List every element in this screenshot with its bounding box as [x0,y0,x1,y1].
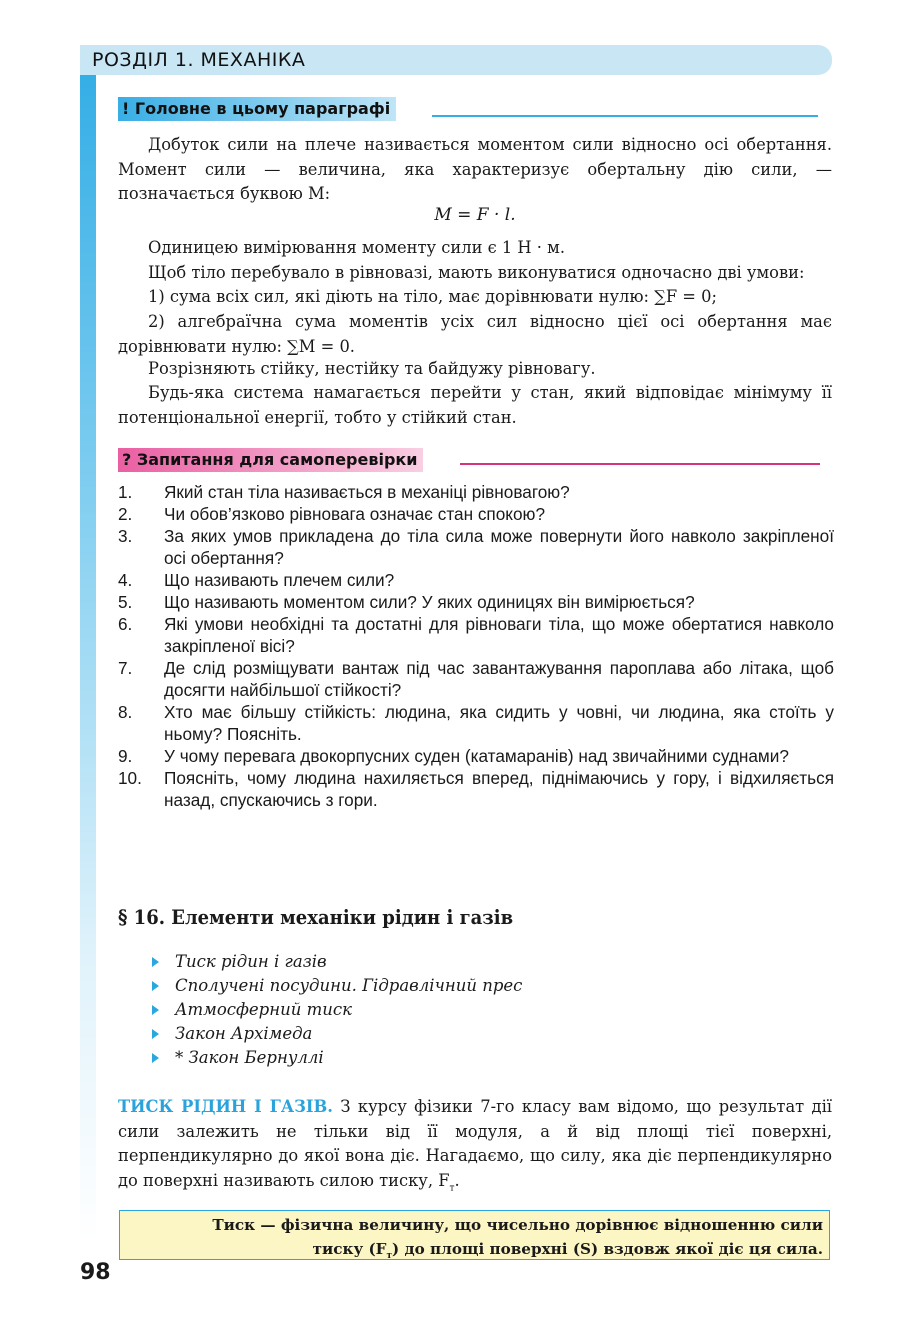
list-item [118,767,834,811]
summary-heading-rule [432,115,818,117]
triangle-bullet-icon [152,981,159,991]
question-text: Поясніть, чому людина нахиляється вперед, піднімаючись у гору, і відхиляється назад, спускаючись з гори. [164,768,834,810]
list-item [118,591,834,613]
question-text: Що називають плечем сили? [164,570,395,590]
question-number: 9. [118,746,133,766]
list-item [118,481,834,503]
list-item [118,701,834,745]
page-number: 98 [80,1260,111,1285]
equilibrium-types: Розрізняють стійку, нестійку та байдужу рівновагу. [148,359,596,378]
min-energy-paragraph: Будь-яка система намагається перейти у стан, який відповідає мінімуму її потенціональної енергії, тобто у стійкий стан. [118,383,832,427]
question-number: 5. [118,592,133,612]
question-number: 6. [118,614,133,634]
intro-text: З курсу фізики 7-го класу вам відомо, що результат дії сили залежить не тільки від її модуля, а й від площі тієї поверхні, перпендикулярно до якої вона діє. Нагадаємо, що силу, яка діє перпендикулярно до поверхні називають силою тиску, F [118,1097,832,1190]
question-text: Чи обов’язково рівновага означає стан спокою? [164,504,546,524]
list-item [118,525,834,569]
topic-label: * Закон Бернуллі [175,1048,324,1067]
question-text: Що називають моментом сили? У яких одиницях він вимірюється? [164,592,695,612]
list-item [118,613,834,657]
question-text: Які умови необхідні та достатні для рівноваги тіла, що може обертатися навколо закріпленої вісі? [164,614,834,656]
list-item [118,657,834,701]
chapter-title: РОЗДІЛ 1. МЕХАНІКА [92,49,306,71]
condition-2: 2) алгебраїчна сума моментів усіх сил відносно цієї осі обертання має дорівнювати нулю: ∑M = 0. [118,312,832,356]
moment-formula: M = F · l. [434,205,516,225]
summary-heading: ! Головне в цьому параграфі [118,97,396,121]
question-number: 8. [118,702,133,722]
unit-paragraph: Одиницею вимірювання моменту сили є 1 Н · м. [148,238,566,257]
list-item [152,1046,522,1070]
topic-label: Закон Архімеда [175,1024,313,1043]
topic-label: Атмосферний тиск [175,1000,352,1019]
definition-box [119,1210,830,1260]
question-text: Де слід розміщувати вантаж під час завантажування пароплава або літака, щоб досягти найбільшої стійкості? [164,658,834,700]
list-item [152,950,522,974]
topic-label: Тиск рідин і газів [175,952,327,971]
lead-word: ТИСК РІДИН І ГАЗІВ. [118,1097,333,1116]
triangle-bullet-icon [152,1029,159,1039]
list-item [118,503,834,525]
list-item [152,998,522,1022]
list-item [152,974,522,998]
question-number: 3. [118,526,133,546]
definition-subscript: т [386,1251,393,1262]
question-text: Хто має більшу стійкість: людина, яка сидить у човні, чи людина, яка стоїть у ньому? Поясніть. [164,702,834,744]
definition-text-end: ) до площі поверхні (S) вздовж якої діє ця сила. [392,1240,823,1258]
question-text: За яких умов прикладена до тіла сила може повернути його навколо закріпленої осі обертання? [164,526,834,568]
list-item [152,1022,522,1046]
side-stripe [80,75,96,1243]
triangle-bullet-icon [152,1005,159,1015]
question-number: 2. [118,504,133,524]
questions-heading-rule [460,463,820,465]
conditions-intro: Щоб тіло перебувало в рівновазі, мають виконуватися одночасно дві умови: [148,263,805,282]
triangle-bullet-icon [152,957,159,967]
condition-1: 1) сума всіх сил, які діють на тіло, має дорівнювати нулю: ∑F = 0; [148,287,717,306]
question-number: 4. [118,570,133,590]
list-item [118,569,834,591]
triangle-bullet-icon [152,1053,159,1063]
questions-heading: ? Запитання для самоперевірки [118,448,423,472]
questions-list [118,481,834,811]
topic-label: Сполучені посудини. Гідравлічний прес [175,976,523,995]
question-number: 7. [118,658,133,678]
summary-paragraph: Добуток сили на плече називається моментом сили відносно осі обертання. Момент сили — величина, яка характеризує обертальну дію сили, — позначається буквою M: [118,135,832,203]
question-text: Який стан тіла називається в механіці рівновагою? [164,482,570,502]
definition-text-start: Тиск — фізична величину, що чисельно дорівнює відношенню сили тиску (F [212,1216,823,1258]
list-item [118,745,834,767]
intro-end: . [454,1170,460,1190]
question-text: У чому перевага двокорпусних суден (катамаранів) над звичайними суднами? [164,746,789,766]
question-number: 1. [118,482,133,502]
topics-list [152,950,522,1070]
paragraph-title: § 16. Елементи механіки рідин і газів [118,905,514,929]
intro-paragraph [118,1095,832,1200]
force-subscript: т [449,1182,455,1193]
question-number: 10. [118,768,142,788]
